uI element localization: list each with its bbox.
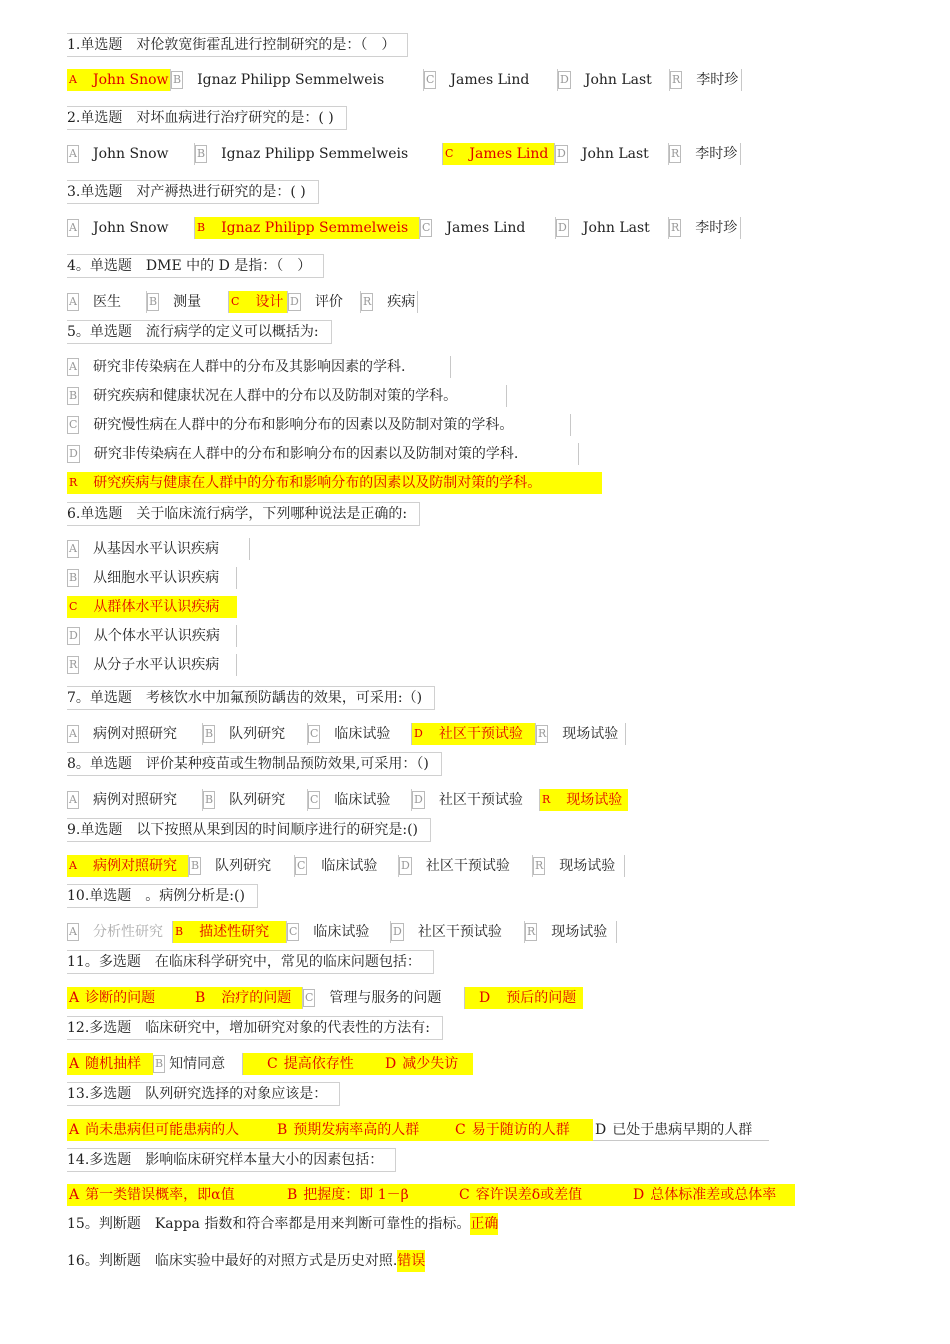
option-letter: C: [308, 791, 320, 809]
options-row: [67, 789, 628, 811]
option-letter: C: [231, 295, 240, 308]
options-row: [67, 1119, 769, 1141]
option-text: 李时珍: [695, 146, 738, 162]
option-letter: D: [633, 1187, 645, 1203]
option-letter: D: [288, 293, 301, 311]
option-letter: C: [420, 219, 432, 237]
question-stem: 10.单选题 。病例分析是:(): [67, 884, 258, 908]
option-text: 现场试验: [551, 924, 608, 940]
question-stem: 8。单选题 评价某种疫苗或生物制品预防效果,可采用：（): [67, 752, 442, 776]
option-text: 测量: [173, 294, 202, 310]
option-text: Ignaz Philipp Semmelweis: [221, 220, 409, 236]
options-row: [67, 443, 579, 465]
option-text: 临床试验: [313, 924, 370, 940]
option[interactable]: [171, 69, 424, 91]
option-text: 从群体水平认识疾病: [93, 599, 220, 615]
options-row: [67, 855, 625, 877]
option[interactable]: [67, 1119, 271, 1141]
option[interactable]: [203, 723, 308, 745]
option[interactable]: [67, 291, 147, 313]
option[interactable]: [303, 987, 465, 1009]
option-letter: B: [195, 990, 206, 1006]
option-letter: B: [67, 569, 79, 587]
option[interactable]: [67, 596, 237, 618]
option[interactable]: [67, 654, 237, 676]
option-text: 临床试验: [321, 858, 378, 874]
option[interactable]: [445, 1184, 619, 1206]
option-text: 提高依存性: [283, 1056, 354, 1072]
question-stem: 12.多选题 临床研究中，增加研究对象的代表性的方法有:: [67, 1016, 443, 1040]
option[interactable]: [67, 385, 507, 407]
option-text: 评价: [314, 294, 343, 310]
option-letter: D: [67, 445, 80, 463]
option[interactable]: [420, 217, 556, 239]
option[interactable]: [670, 69, 742, 91]
option-letter: B: [175, 925, 184, 938]
option-text: James Lind: [450, 72, 530, 88]
option-letter: R: [670, 71, 682, 89]
true-false-row: [67, 1213, 498, 1235]
option-letter: R: [361, 293, 373, 311]
option-text: 队列研究: [215, 858, 272, 874]
option[interactable]: [67, 723, 203, 745]
option-text: 李时珍: [695, 220, 738, 236]
option-text: 临床试验: [334, 726, 391, 742]
options-row: [67, 143, 741, 165]
option[interactable]: [67, 143, 195, 165]
option-text: 病例对照研究: [92, 792, 177, 808]
option-text: 管理与服务的问题: [329, 990, 442, 1006]
options-row: [67, 723, 626, 745]
option[interactable]: [556, 217, 669, 239]
option-letter: R: [533, 857, 545, 875]
option[interactable]: [525, 921, 617, 943]
option-letter: D: [595, 1121, 607, 1138]
option-letter: B: [203, 791, 215, 809]
option[interactable]: [243, 1053, 369, 1075]
option-text: 研究非传染病在人群中的分布和影响分布的因素以及防制对策的学科.: [93, 446, 519, 462]
options-row: [67, 385, 507, 407]
option-letter: A: [69, 859, 77, 872]
option[interactable]: [288, 291, 361, 313]
question-stem: 16。判断题 临床实验中最好的对照方式是历史对照.: [67, 1253, 398, 1269]
option-letter: C: [455, 1122, 466, 1138]
option-letter: A: [67, 145, 79, 163]
question-stem: 15。判断题 Kappa 指数和符合率都是用来判断可靠性的指标。: [67, 1216, 471, 1232]
option-letter: R: [536, 725, 548, 743]
option-letter: B: [171, 71, 183, 89]
option-text: 社区干预试验: [425, 858, 510, 874]
option-letter: A: [69, 1122, 80, 1138]
option[interactable]: [67, 356, 451, 378]
question-stem: 6.单选题 关于临床流行病学，下列哪种说法是正确的:: [67, 502, 420, 526]
option-text: 尚未患病但可能患病的人: [85, 1122, 240, 1138]
option[interactable]: [67, 921, 173, 943]
option-text: 社区干预试验: [417, 924, 502, 940]
option[interactable]: [308, 789, 412, 811]
option-letter: B: [287, 1187, 298, 1203]
option-letter: A: [69, 73, 77, 86]
option[interactable]: [203, 789, 308, 811]
options-row: [67, 414, 571, 436]
option[interactable]: [195, 143, 443, 165]
option-letter: R: [542, 793, 551, 806]
option[interactable]: [558, 69, 670, 91]
option-letter: R: [67, 656, 79, 674]
option[interactable]: [189, 855, 295, 877]
option-letter: A: [67, 725, 79, 743]
option-letter: D: [558, 71, 571, 89]
option-text: 医生: [92, 294, 121, 310]
option-letter: B: [197, 221, 206, 234]
option[interactable]: [67, 987, 185, 1009]
question-stem: 3.单选题 对产褥热进行研究的是：( ): [67, 180, 319, 204]
option-text: 已处于患病早期的人群: [612, 1121, 753, 1138]
option[interactable]: [361, 291, 418, 313]
option-text: 随机抽样: [85, 1056, 142, 1072]
option[interactable]: [67, 538, 250, 560]
option-text: 社区干预试验: [438, 792, 523, 808]
options-row: [67, 472, 602, 494]
option-text: 研究疾病与健康在人群中的分布和影响分布的因素以及防制对策的学科。: [93, 475, 542, 491]
option-text: 研究疾病和健康状况在人群中的分布以及防制对策的学科。: [93, 388, 458, 404]
option-letter: B: [189, 857, 201, 875]
option-letter: B: [203, 725, 215, 743]
option-text: 现场试验: [562, 726, 619, 742]
question-stem: 13.多选题 队列研究选择的对象应该是：: [67, 1082, 340, 1106]
option-text: 预期发病率高的人群: [293, 1122, 420, 1138]
options-row: [67, 567, 237, 589]
option[interactable]: [465, 987, 583, 1009]
question-stem: 1.单选题 对伦敦宽街霍乱进行控制研究的是：（ ）: [67, 33, 408, 57]
option-letter: R: [669, 145, 681, 163]
option-letter: C: [424, 71, 436, 89]
option-text: 疾病: [387, 294, 416, 310]
option-text: John Last: [581, 146, 649, 162]
answer-badge: 正确: [470, 1213, 498, 1235]
option-text: 减少失访: [402, 1056, 459, 1072]
options-row: [67, 987, 583, 1009]
option[interactable]: [443, 143, 555, 165]
options-row: [67, 538, 250, 560]
option-text: 诊断的问题: [85, 990, 156, 1006]
options-row: [67, 356, 451, 378]
question-stem: 14.多选题 影响临床研究样本量大小的因素包括：: [67, 1148, 396, 1172]
option-letter: A: [69, 990, 80, 1006]
option-letter: D: [385, 1056, 397, 1072]
option-letter: D: [67, 627, 80, 645]
option-text: John Snow: [92, 146, 169, 162]
option-text: Ignaz Philipp Semmelweis: [197, 72, 385, 88]
true-false-row: [67, 1250, 425, 1272]
option[interactable]: [669, 217, 741, 239]
option-text: James Lind: [469, 146, 549, 162]
option-letter: B: [195, 145, 207, 163]
option-letter: D: [479, 990, 491, 1006]
option-text: 知情同意: [169, 1056, 226, 1072]
option-letter: R: [669, 219, 681, 237]
option-text: 从基因水平认识疾病: [92, 541, 219, 557]
option[interactable]: [412, 723, 536, 745]
option-letter: A: [69, 1056, 80, 1072]
option[interactable]: [449, 1119, 593, 1141]
question-stem: 5。单选题 流行病学的定义可以概括为:: [67, 320, 332, 344]
option-letter: A: [67, 791, 79, 809]
options-row: [67, 291, 418, 313]
option-letter: C: [287, 923, 299, 941]
options-row: [67, 217, 741, 239]
option[interactable]: [67, 625, 237, 647]
options-row: [67, 596, 237, 618]
option-letter: D: [391, 923, 404, 941]
option-text: 病例对照研究: [92, 726, 177, 742]
option-letter: A: [67, 358, 79, 376]
option[interactable]: [536, 723, 626, 745]
option[interactable]: [555, 143, 669, 165]
option[interactable]: [295, 855, 399, 877]
option-text: John Snow: [92, 72, 169, 88]
option-text: Ignaz Philipp Semmelweis: [221, 146, 409, 162]
question-stem: 7。单选题 考核饮水中加氟预防龋齿的效果，可采用:（): [67, 686, 435, 710]
question-stem: 2.单选题 对坏血病进行治疗研究的是：( ): [67, 106, 347, 130]
option-text: 从个体水平认识疾病: [93, 628, 220, 644]
option-text: 研究慢性病在人群中的分布和影响分布的因素以及防制对策的学科。: [93, 417, 514, 433]
options-row: [67, 654, 237, 676]
option-letter: D: [414, 727, 423, 740]
option-letter: B: [67, 387, 79, 405]
option-letter: C: [445, 147, 454, 160]
option[interactable]: [271, 1119, 449, 1141]
option-letter: B: [147, 293, 159, 311]
option[interactable]: [147, 291, 229, 313]
option-letter: D: [555, 145, 568, 163]
option-letter: C: [295, 857, 307, 875]
option[interactable]: [540, 789, 628, 811]
option[interactable]: [67, 443, 579, 465]
option[interactable]: [273, 1184, 445, 1206]
option-letter: R: [525, 923, 537, 941]
option-text: John Last: [582, 220, 650, 236]
option-letter: B: [277, 1122, 288, 1138]
option-text: James Lind: [446, 220, 526, 236]
option-text: 易于随访的人群: [471, 1122, 570, 1138]
option-letter: C: [69, 600, 78, 613]
option-letter: A: [67, 293, 79, 311]
option-text: 从细胞水平认识疾病: [93, 570, 220, 586]
option-letter: A: [67, 923, 79, 941]
option[interactable]: [391, 921, 525, 943]
option-text: 容许误差δ或差值: [475, 1187, 583, 1203]
option[interactable]: [195, 217, 420, 239]
option-text: 从分子水平认识疾病: [93, 657, 220, 673]
option-text: 现场试验: [566, 792, 623, 808]
option[interactable]: [369, 1053, 473, 1075]
option-letter: C: [67, 416, 79, 434]
option-letter: R: [69, 476, 78, 489]
answer-badge: 错误: [397, 1250, 425, 1272]
option-text: 现场试验: [559, 858, 616, 874]
option-text: 病例对照研究: [92, 858, 177, 874]
option-text: 临床试验: [334, 792, 391, 808]
question-stem: 4。单选题 DME 中的 D 是指：（ ）: [67, 254, 324, 278]
option-text: 总体标准差或总体率: [650, 1187, 777, 1203]
option[interactable]: [412, 789, 540, 811]
option[interactable]: [593, 1119, 769, 1141]
option[interactable]: [67, 567, 237, 589]
option-letter: D: [412, 791, 425, 809]
option-text: 队列研究: [229, 726, 286, 742]
option[interactable]: [619, 1184, 795, 1206]
option[interactable]: [533, 855, 625, 877]
option-text: 把握度：即 1－β: [303, 1187, 409, 1203]
question-stem: 11。多选题 在临床科学研究中，常见的临床问题包括：: [67, 950, 434, 974]
option[interactable]: [67, 217, 195, 239]
option[interactable]: [399, 855, 533, 877]
option-letter: D: [556, 219, 569, 237]
option-text: 设计: [255, 294, 284, 310]
option-letter: B: [153, 1055, 165, 1073]
option-text: 研究非传染病在人群中的分布及其影响因素的学科.: [92, 359, 406, 375]
option-text: John Last: [584, 72, 652, 88]
option[interactable]: [229, 291, 288, 313]
option[interactable]: [67, 414, 571, 436]
option-text: 队列研究: [229, 792, 286, 808]
option[interactable]: [67, 1184, 273, 1206]
options-row: [67, 625, 237, 647]
option[interactable]: [153, 1053, 243, 1075]
option[interactable]: [185, 987, 303, 1009]
option-text: 社区干预试验: [438, 726, 523, 742]
option-letter: C: [303, 989, 315, 1007]
option-letter: C: [308, 725, 320, 743]
option-text: 李时珍: [696, 72, 739, 88]
option[interactable]: [67, 472, 602, 494]
option[interactable]: [424, 69, 558, 91]
option[interactable]: [67, 1053, 153, 1075]
option[interactable]: [173, 921, 287, 943]
option[interactable]: [67, 855, 189, 877]
option-text: 第一类错误概率，即α值: [85, 1187, 235, 1203]
option[interactable]: [287, 921, 391, 943]
option-text: 分析性研究: [92, 924, 163, 940]
option-letter: C: [459, 1187, 470, 1203]
option[interactable]: [308, 723, 412, 745]
option-letter: D: [399, 857, 412, 875]
option-letter: A: [67, 219, 79, 237]
options-row: [67, 1184, 795, 1206]
option-text: 治疗的问题: [221, 990, 292, 1006]
option[interactable]: [67, 789, 203, 811]
option[interactable]: [67, 69, 171, 91]
question-stem: 9.单选题 以下按照从果到因的时间顺序进行的研究是:(): [67, 818, 431, 842]
option-letter: A: [67, 540, 79, 558]
option-text: 预后的问题: [506, 990, 577, 1006]
option-text: John Snow: [92, 220, 169, 236]
options-row: [67, 1053, 473, 1075]
option-text: 描述性研究: [199, 924, 270, 940]
option-letter: C: [267, 1056, 278, 1072]
option[interactable]: [669, 143, 741, 165]
options-row: [67, 921, 617, 943]
option-letter: A: [69, 1187, 80, 1203]
options-row: [67, 69, 742, 91]
